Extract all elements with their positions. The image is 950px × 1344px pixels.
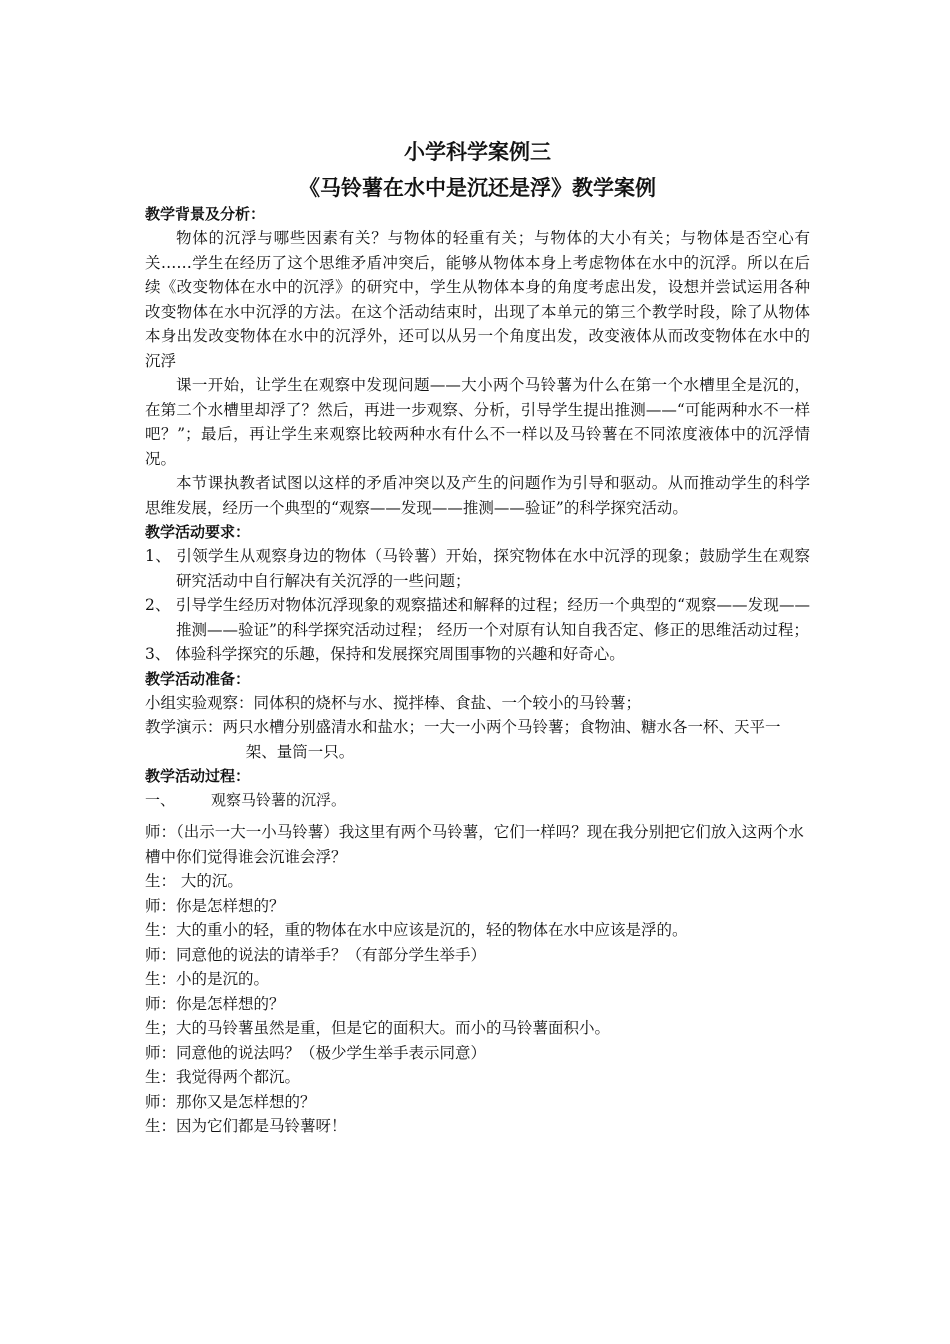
dialogue-line: 师：（出示一大一小马铃薯）我这里有两个马铃薯，它们一样吗？现在我分别把它们放入这两个水槽中你们觉得谁会沉谁会浮？ [145, 823, 804, 866]
document-title: 小学科学案例三 [404, 140, 551, 164]
dialogue-line: 师：同意他的说法吗？（极少学生举手表示同意） [145, 1043, 487, 1062]
paragraph: 本节课执教者试图以这样的矛盾冲突以及产生的问题作为引导和驱动。从而推动学生的科学思维发展，经历一个典型的“观察——发现——推测——验证”的科学探究活动。 [145, 474, 810, 517]
step-heading [145, 788, 810, 812]
section-heading: 教学活动准备： [145, 669, 251, 688]
dialogue-line: 生：因为它们都是马铃薯呀！ [145, 1117, 347, 1135]
dialogue-line: 师：那你又是怎样想的？ [145, 1092, 316, 1111]
section-heading: 教学活动过程： [145, 767, 251, 785]
paragraph: 课一开始，让学生在观察中发现问题——大小两个马铃薯为什么在第一个水槽里全是沉的，在第二个水槽里却浮了？然后，再进一步观察、分析，引导学生提出推测——“可能两种水不一样吧？”；最后，再让学生来观察比较两种水有什么不一样以及马铃薯在不同浓度液体中的沉浮情况。 [145, 376, 810, 468]
section-preparation [145, 667, 810, 765]
section-heading: 教学背景及分析： [145, 205, 266, 223]
dialogue-line: 师：你是怎样想的？ [145, 994, 285, 1013]
dialogue-line: 师：你是怎样想的？ [145, 896, 285, 915]
dialogue-line: 生；大的马铃薯虽然是重，但是它的面积大。而小的马铃薯面积小。 [145, 1019, 611, 1037]
dialogue-line: 生：我觉得两个都沉。 [145, 1068, 301, 1086]
step-title: 观察马铃薯的沉浮。 [211, 791, 347, 809]
dialogue-line: 师：同意他的说法的请举手？（有部分学生举手） [145, 945, 487, 964]
list-item: 3、 体验科学探究的乐趣，保持和发展探究周围事物的兴趣和好奇心。 [145, 645, 625, 663]
section-requirements [145, 520, 810, 667]
list-item: 1、 引领学生从观察身边的物体（马铃薯）开始，探究物体在水中沉浮的现象；鼓励学生在观察研究活动中自行解决有关沉浮的一些问题； [145, 547, 810, 590]
section-background [145, 202, 810, 520]
section-process [145, 764, 810, 1139]
document-subtitle: 《马铃薯在水中是沉还是浮》教学案例 [299, 176, 656, 200]
dialogue-line: 生：大的重小的轻，重的物体在水中应该是沉的，轻的物体在水中应该是浮的。 [145, 921, 688, 939]
step-number: 一、 [145, 791, 176, 809]
document-page [145, 138, 810, 1139]
preparation-group: 小组实验观察：同体积的烧杯与水、搅拌棒、食盐、一个较小的马铃薯； [145, 693, 642, 712]
list-item: 2、 引导学生经历对物体沉浮现象的观察描述和解释的过程；经历一个典型的“观察——发现——推测——验证”的科学探究活动过程； 经历一个对原有认知自我否定、修正的思维活动过程； [145, 596, 810, 639]
dialogue-line: 生： 大的沉。 [145, 872, 243, 890]
preparation-demo: 教学演示：两只水槽分别盛清水和盐水；一大一小两个马铃薯；食物油、糖水各一杯、天平一架、量筒一只。 [145, 718, 781, 761]
section-heading: 教学活动要求： [145, 523, 251, 541]
paragraph: 物体的沉浮与哪些因素有关？与物体的轻重有关；与物体的大小有关；与物体是否空心有关……学生在经历了这个思维矛盾冲突后，能够从物体本身上考虑物体在水中的沉浮。所以在后续《改变物体在水中的沉浮》的研究中，学生从物体本身的角度考虑出发，设想并尝试运用各种改变物体在水中沉浮的方法。在这个活动结束时，出现了本单元的第三个教学时段，除了从物体本身出发改变物体在水中的沉浮外，还可以从另一个角度出发，改变液体从而改变物体在水中的沉浮 [145, 229, 810, 370]
dialogue-line: 生：小的是沉的。 [145, 970, 270, 988]
